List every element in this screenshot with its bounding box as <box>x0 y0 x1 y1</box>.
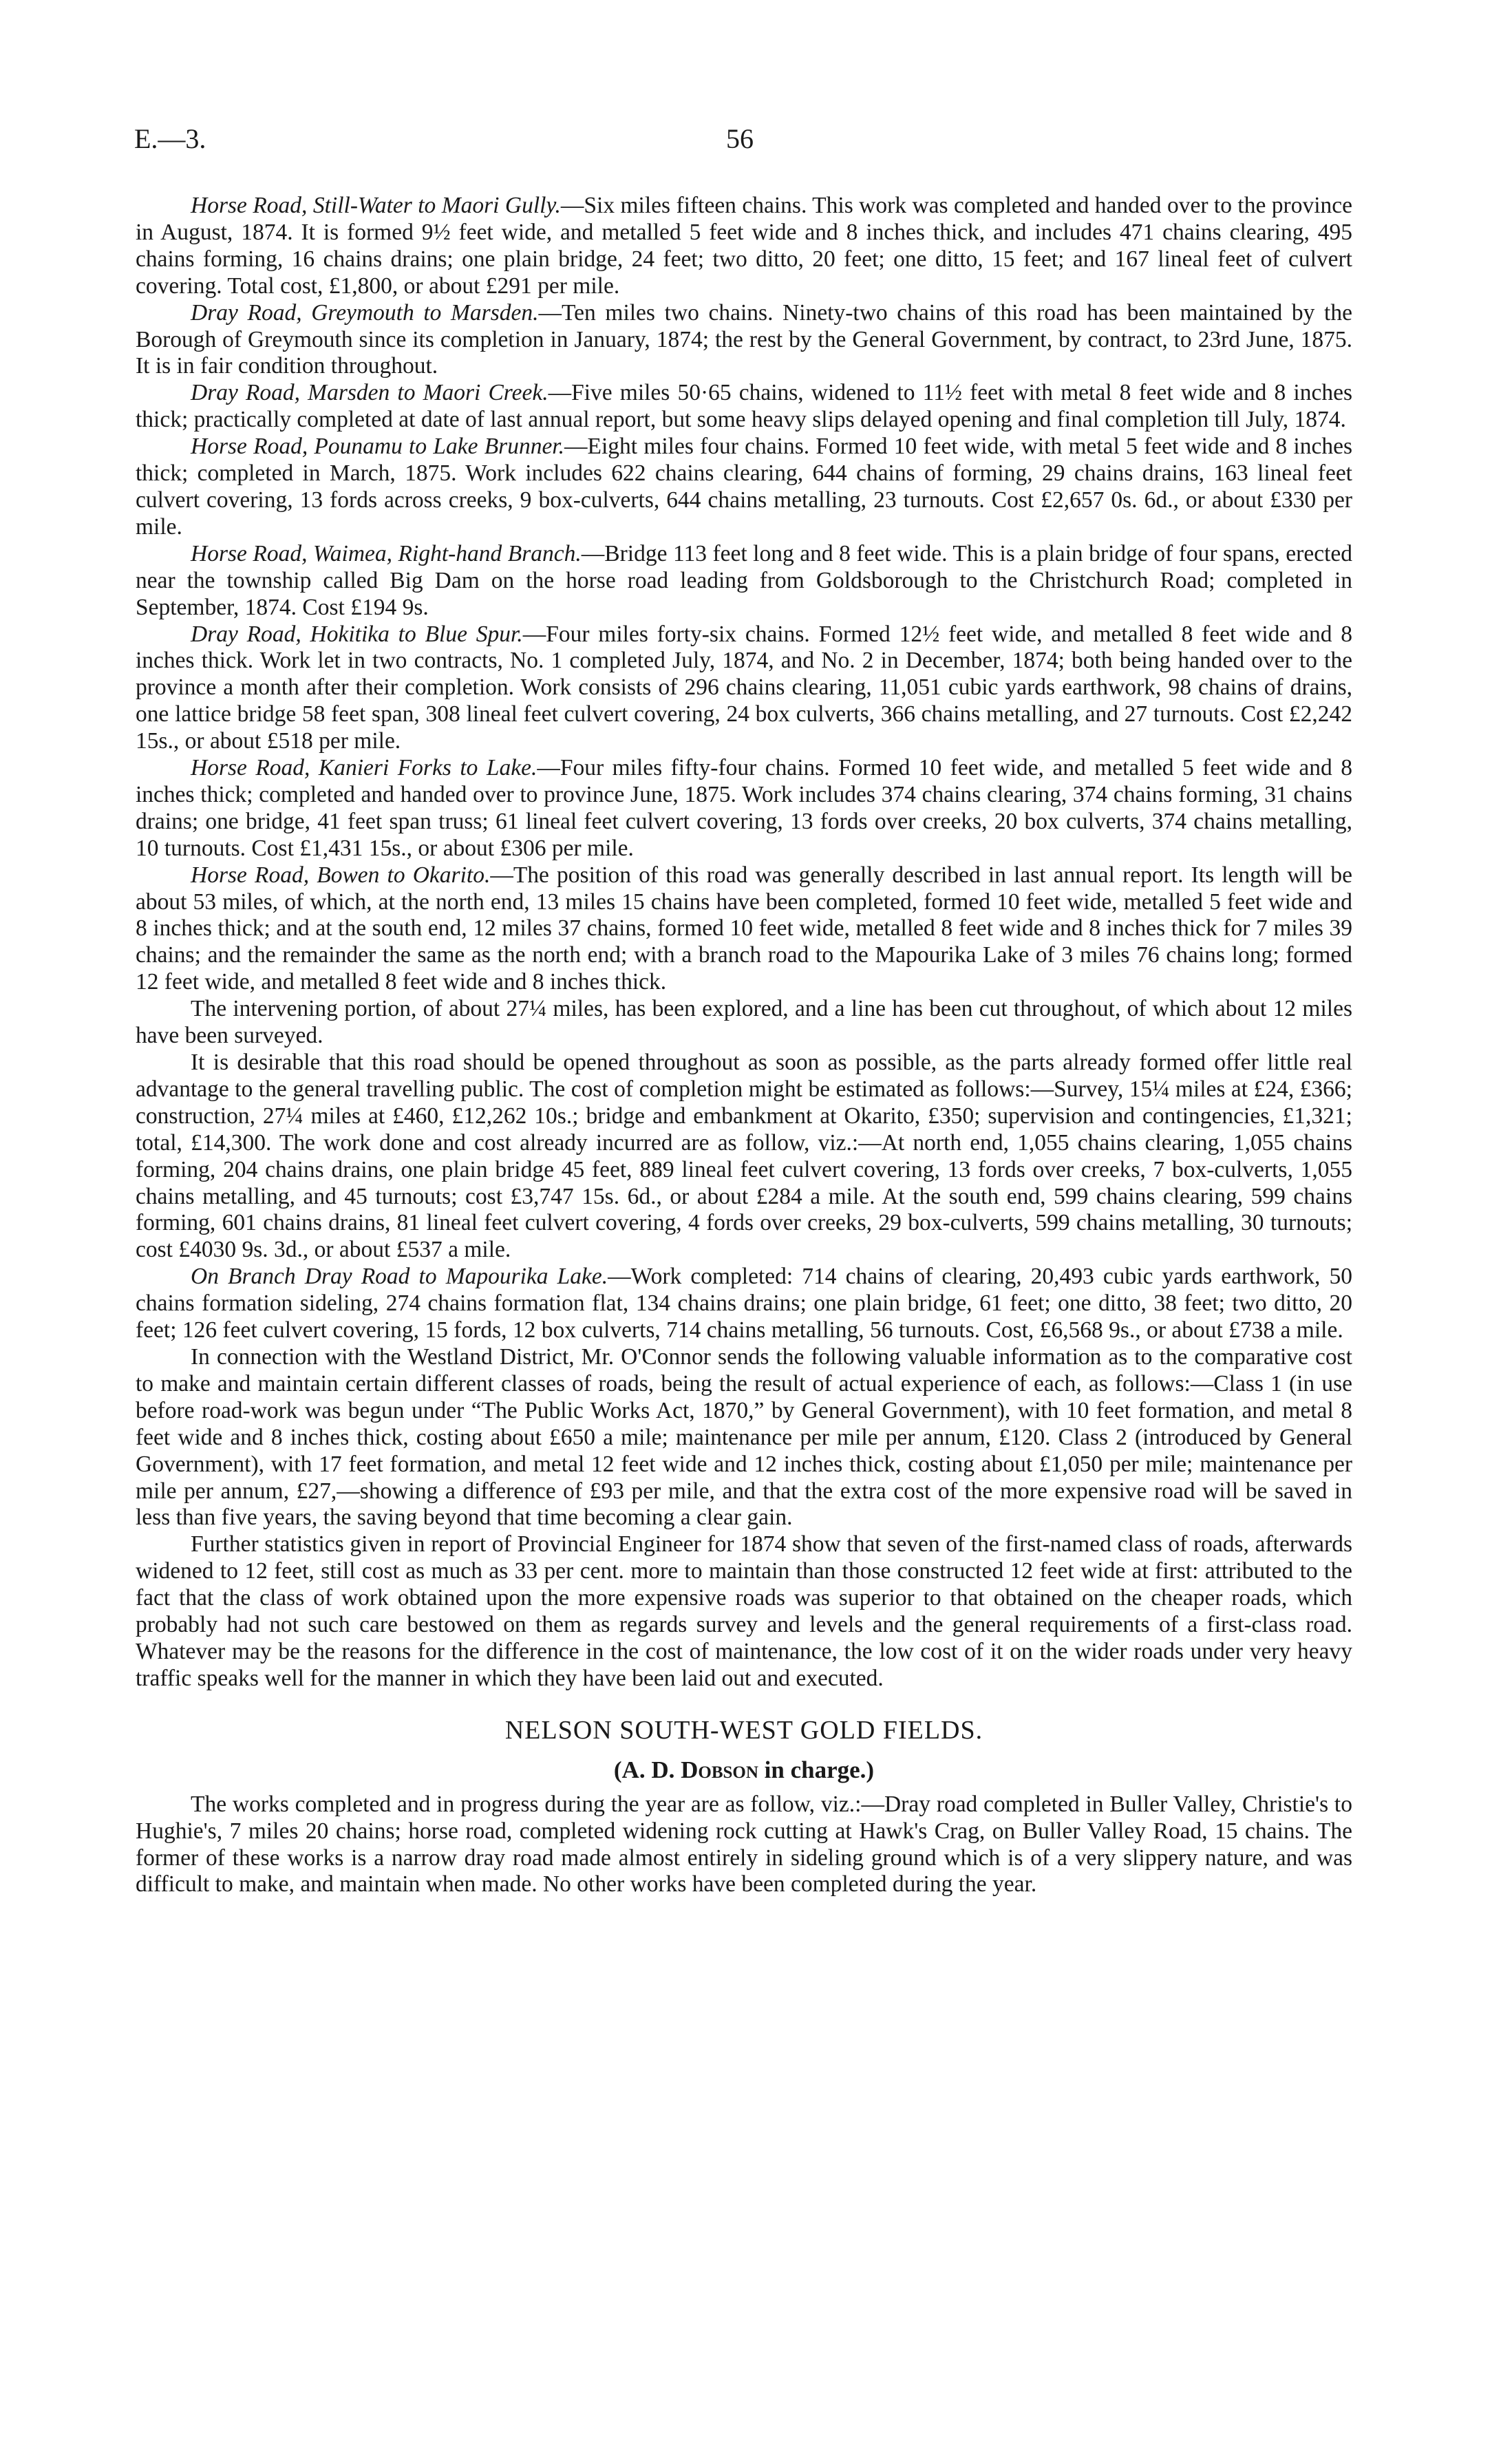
section-byline <box>136 1756 1352 1785</box>
page-header <box>134 123 1352 164</box>
section-title: NELSON SOUTH-WEST GOLD FIELDS. <box>504 1715 983 1745</box>
paragraph-heading: Horse Road, Waimea, Right-hand Branch. <box>191 540 582 566</box>
paragraph-2 <box>136 300 1352 381</box>
paragraph-heading: Dray Road, Marsden to Maori Creek. <box>191 380 549 406</box>
paragraph-13 <box>136 1531 1352 1692</box>
paragraph-text: —Four miles fifty-four chains. Formed 10 feet wide, and metalled 5 feet wide and 8 inches thick; completed and handed over to province June, 1875. Work includes 374 chains clearing, 374 chains forming, 31 chains drains; one bridge, 41 feet span truss; 61 lineal feet culvert covering, 13 fords over creeks, 20 box culverts, 374 chains metalling, 10 turnouts. Cost £1,431 15s., or about £306 per mile. <box>136 755 1352 861</box>
paragraph-text: In connection with the Westland District, Mr. O'Connor sends the following valuable information as to the comparative cost to make and maintain certain different classes of roads, being the result of actual experience of each, as follows:—Class 1 (in use before road-work was begun under “The Public Works Act, 1870,” by General Government), with 10 feet formation, and metal 8 feet wide and 8 inches thick, costing about £650 a mile; maintenance per mile per annum, £120. Class 2 (introduced by General Government), with 17 feet formation, and metal 12 feet wide and 12 inches thick, costing about £1,050 per mile; maintenance per mile per annum, £27,—showing a difference of £93 per mile, and that the extra cost of the more expensive road will be saved in less than five years, the saving beyond that time becoming a clear gain. <box>136 1343 1352 1531</box>
paragraph-heading: Horse Road, Kanieri Forks to Lake. <box>191 755 537 781</box>
paragraph-11 <box>136 1264 1352 1344</box>
paragraph-heading: Horse Road, Bowen to Okarito. <box>191 862 491 888</box>
paragraph-text: —The position of this road was generally described in last annual report. Its length will be about 53 miles, of which, at the north end, 13 miles 15 chains have been completed, formed 10 feet wide, metalled 5 feet wide and 8 inches thick; and at the south end, 12 miles 37 chains, formed 10 feet wide, metalled 8 feet wide and 8 inches thick for 7 miles 39 chains; and the remainder the same as the north end; with a branch road to the Mapourika Lake of 3 miles 76 chains long; formed 12 feet wide, and metalled 8 feet wide and 8 inches thick. <box>136 862 1352 995</box>
paragraph-text: —Four miles forty-six chains. Formed 12½ feet wide, and metalled 8 feet wide and 8 inches thick. Work let in two contracts, No. 1 completed July, 1874, and No. 2 in December, 1874; both being handed over to the province a month after their completion. Work consists of 296 chains clearing, 11,051 cubic yards earthwork, 98 chains of drains, one lattice bridge 58 feet span, 308 lineal feet culvert covering, 24 box culverts, 366 chains metalling, and 27 turnouts. Cost £2,242 15s., or about £518 per mile. <box>136 621 1352 754</box>
byline-prefix: (A. D. <box>613 1756 681 1783</box>
byline-name: Dobson <box>681 1756 758 1783</box>
paragraph-10 <box>136 1050 1352 1264</box>
paragraph-text: —Six miles fifteen chains. This work was completed and handed over to the province in August, 1874. It is formed 9½ feet wide, and metalled 5 feet wide and 8 inches thick, and includes 471 chains clearing, 495 chains forming, 16 chains drains; one plain bridge, 24 feet; two ditto, 20 feet; one ditto, 15 feet; and 167 lineal feet of culvert covering. Total cost, £1,800, or about £291 per mile. <box>136 193 1352 299</box>
paragraph-text: —Five miles 50·65 chains, widened to 11½ feet with metal 8 feet wide and 8 inches thick; practically completed at date of last annual report, but some heavy slips delayed opening and final completion till July, 1874. <box>136 380 1352 433</box>
paragraph-3 <box>136 380 1352 434</box>
paragraph-heading: Horse Road, Pounamu to Lake Brunner. <box>191 434 565 460</box>
paragraph-5 <box>136 541 1352 621</box>
paragraph-8 <box>136 862 1352 997</box>
paragraph-text: —Bridge 113 feet long and 8 feet wide. This is a plain bridge of four spans, erected near the township called Big Dam on the horse road leading from Goldsborough to the Christchurch Road; completed in September, 1874. Cost £194 9s. <box>136 540 1352 620</box>
byline-suffix: in charge.) <box>758 1756 875 1783</box>
paragraph-7 <box>136 755 1352 862</box>
paragraph-text: Further statistics given in report of Provincial Engineer for 1874 show that seven of the first-named class of roads, afterwards widened to 12 feet, still cost as much as 33 per cent. more to maintain than those constructed 12 feet wide at first: attributed to the fact that the class of work obtained upon the more expensive roads was superior to that obtained on the cheaper roads, which probably had not such care bestowed on them as regards survey and levels and the general requirements of a first-class road. Whatever may be the reasons for the difference in the cost of maintenance, the low cost of it on the wider roads under very heavy traffic speaks well for the manner in which they have been laid out and executed. <box>136 1531 1352 1691</box>
page-number: 56 <box>726 123 754 154</box>
paragraph-heading: On Branch Dray Road to Mapourika Lake. <box>191 1264 608 1290</box>
paragraph-6 <box>136 621 1352 756</box>
page-body <box>136 193 1352 1898</box>
paragraph-heading: Dray Road, Hokitika to Blue Spur. <box>191 621 523 647</box>
section-paragraph: The works completed and in progress during the year are as follow, viz.:—Dray road completed in Buller Valley, Christie's to Hughie's, 7 miles 20 chains; horse road, completed widening rock cutting at Hawk's Crag, on Buller Valley Road, 15 chains. The former of these works is a narrow dray road made almost entirely in sideling ground which is of a very slippery nature, and was difficult to make, and maintain when made. No other works have been completed during the year. <box>136 1791 1352 1898</box>
paragraph-text: —Eight miles four chains. Formed 10 feet wide, with metal 5 feet wide and 8 inches thick; completed in March, 1875. Work includes 622 chains clearing, 644 chains of forming, 29 chains drains, 163 lineal feet culvert covering, 13 fords across creeks, 9 box-culverts, 644 chains metalling, 23 turnouts. Cost £2,657 0s. 6d., or about £330 per mile. <box>136 434 1352 540</box>
paragraph-9 <box>136 996 1352 1050</box>
paragraph-text: The intervening portion, of about 27¼ miles, has been explored, and a line has been cut throughout, of which about 12 miles have been surveyed. <box>136 996 1352 1049</box>
paragraph-1 <box>136 193 1352 300</box>
paragraph-heading: Dray Road, Greymouth to Marsden. <box>191 299 539 326</box>
paragraph-heading: Horse Road, Still-Water to Maori Gully. <box>191 193 561 218</box>
paragraph-text: —Ten miles two chains. Ninety-two chains of this road has been maintained by the Borough of Greymouth since its completion in January, 1874; the rest by the General Government, by contract, to 23rd June, 1875. It is in fair condition throughout. <box>136 299 1352 379</box>
paragraph-4 <box>136 434 1352 541</box>
paragraph-text: It is desirable that this road should be opened throughout as soon as possible, as the parts already formed offer little real advantage to the general travelling public. The cost of completion might be estimated as follows:—Survey, 15¼ miles at £24, £366; construction, 27¼ miles at £460, £12,262 10s.; bridge and embankment at Okarito, £350; supervision and contingencies, £1,321; total, £14,300. The work done and cost already incurred are as follow, viz.:—At north end, 1,055 chains clearing, 1,055 chains forming, 204 chains drains, one plain bridge 45 feet, 889 lineal feet culvert covering, 13 fords over creeks, 7 box-culverts, 1,055 chains metalling, and 45 turnouts; cost £3,747 15s. 6d., or about £284 a mile. At the south end, 599 chains clearing, 599 chains forming, 601 chains drains, 81 lineal feet culvert covering, 4 fords over creeks, 29 box-culverts, 599 chains metalling, 30 turnouts; cost £4030 9s. 3d., or about £537 a mile. <box>136 1050 1352 1263</box>
document-reference: E.—3. <box>134 123 206 154</box>
paragraph-12 <box>136 1344 1352 1531</box>
paragraph-text: —Work completed: 714 chains of clearing, 20,493 cubic yards earthwork, 50 chains formation sideling, 274 chains formation flat, 134 chains drains; one plain bridge, 61 feet; one ditto, 38 feet; two ditto, 20 feet; 126 feet culvert covering, 15 fords, 12 box culverts, 714 chains metalling, 56 turnouts. Cost, £6,568 9s., or about £738 a mile. <box>136 1264 1352 1343</box>
